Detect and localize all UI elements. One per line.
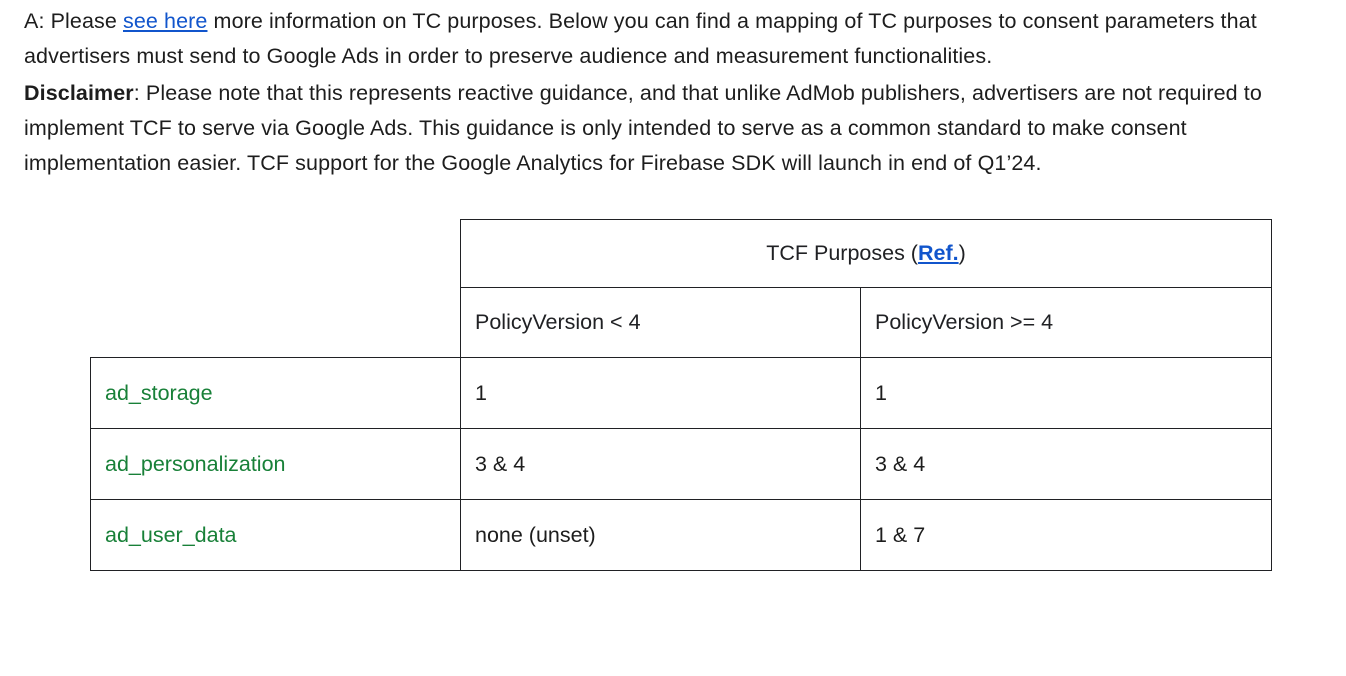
row-parameter-ad-user-data: ad_user_data	[91, 500, 461, 571]
disclaimer-paragraph	[24, 76, 1322, 181]
see-here-link[interactable]: see here	[123, 9, 208, 33]
table-corner-cell	[91, 220, 461, 288]
tcf-ref-link[interactable]: Ref.	[917, 241, 959, 265]
cell-ad-personalization-gte4: 3 & 4	[861, 429, 1272, 500]
cell-ad-storage-lt4: 1	[461, 358, 861, 429]
cell-ad-storage-gte4: 1	[861, 358, 1272, 429]
tcf-purposes-table	[90, 219, 1272, 571]
row-parameter-ad-personalization: ad_personalization	[91, 429, 461, 500]
tcf-purposes-header-text-before: TCF Purposes (	[766, 241, 918, 265]
table-row	[91, 358, 1272, 429]
table-row	[91, 500, 1272, 571]
column-header-policyversion-lt4: PolicyVersion < 4	[461, 288, 861, 358]
column-header-policyversion-gte4: PolicyVersion >= 4	[861, 288, 1272, 358]
cell-ad-personalization-lt4: 3 & 4	[461, 429, 861, 500]
answer-prefix: A: Please	[24, 9, 123, 33]
answer-suffix: more information on TC purposes. Below you can find a mapping of TC purposes to consent parameters that advertisers must send to Google Ads in order to preserve audience and measurement functionalities.	[24, 9, 1257, 68]
cell-ad-user-data-lt4: none (unset)	[461, 500, 861, 571]
table-row	[91, 429, 1272, 500]
cell-ad-user-data-gte4: 1 & 7	[861, 500, 1272, 571]
tcf-purposes-header-text-after: )	[958, 241, 966, 265]
tcf-purposes-header-cell	[461, 220, 1272, 288]
row-parameter-ad-storage: ad_storage	[91, 358, 461, 429]
table-group-header-row	[91, 220, 1272, 288]
tcf-purposes-table-wrapper	[24, 219, 1322, 571]
disclaimer-text: : Please note that this represents reactive guidance, and that unlike AdMob publishers, advertisers are not required to implement TCF to serve via Google Ads. This guidance is only intended to serve as a common standard to make consent implementation easier. TCF support for the Google Analytics for Firebase SDK will launch in end of Q1’24.	[24, 81, 1262, 175]
table-column-header-row	[91, 288, 1272, 358]
table-corner-cell-2	[91, 288, 461, 358]
disclaimer-label: Disclaimer	[24, 81, 134, 105]
answer-paragraph	[24, 4, 1322, 74]
